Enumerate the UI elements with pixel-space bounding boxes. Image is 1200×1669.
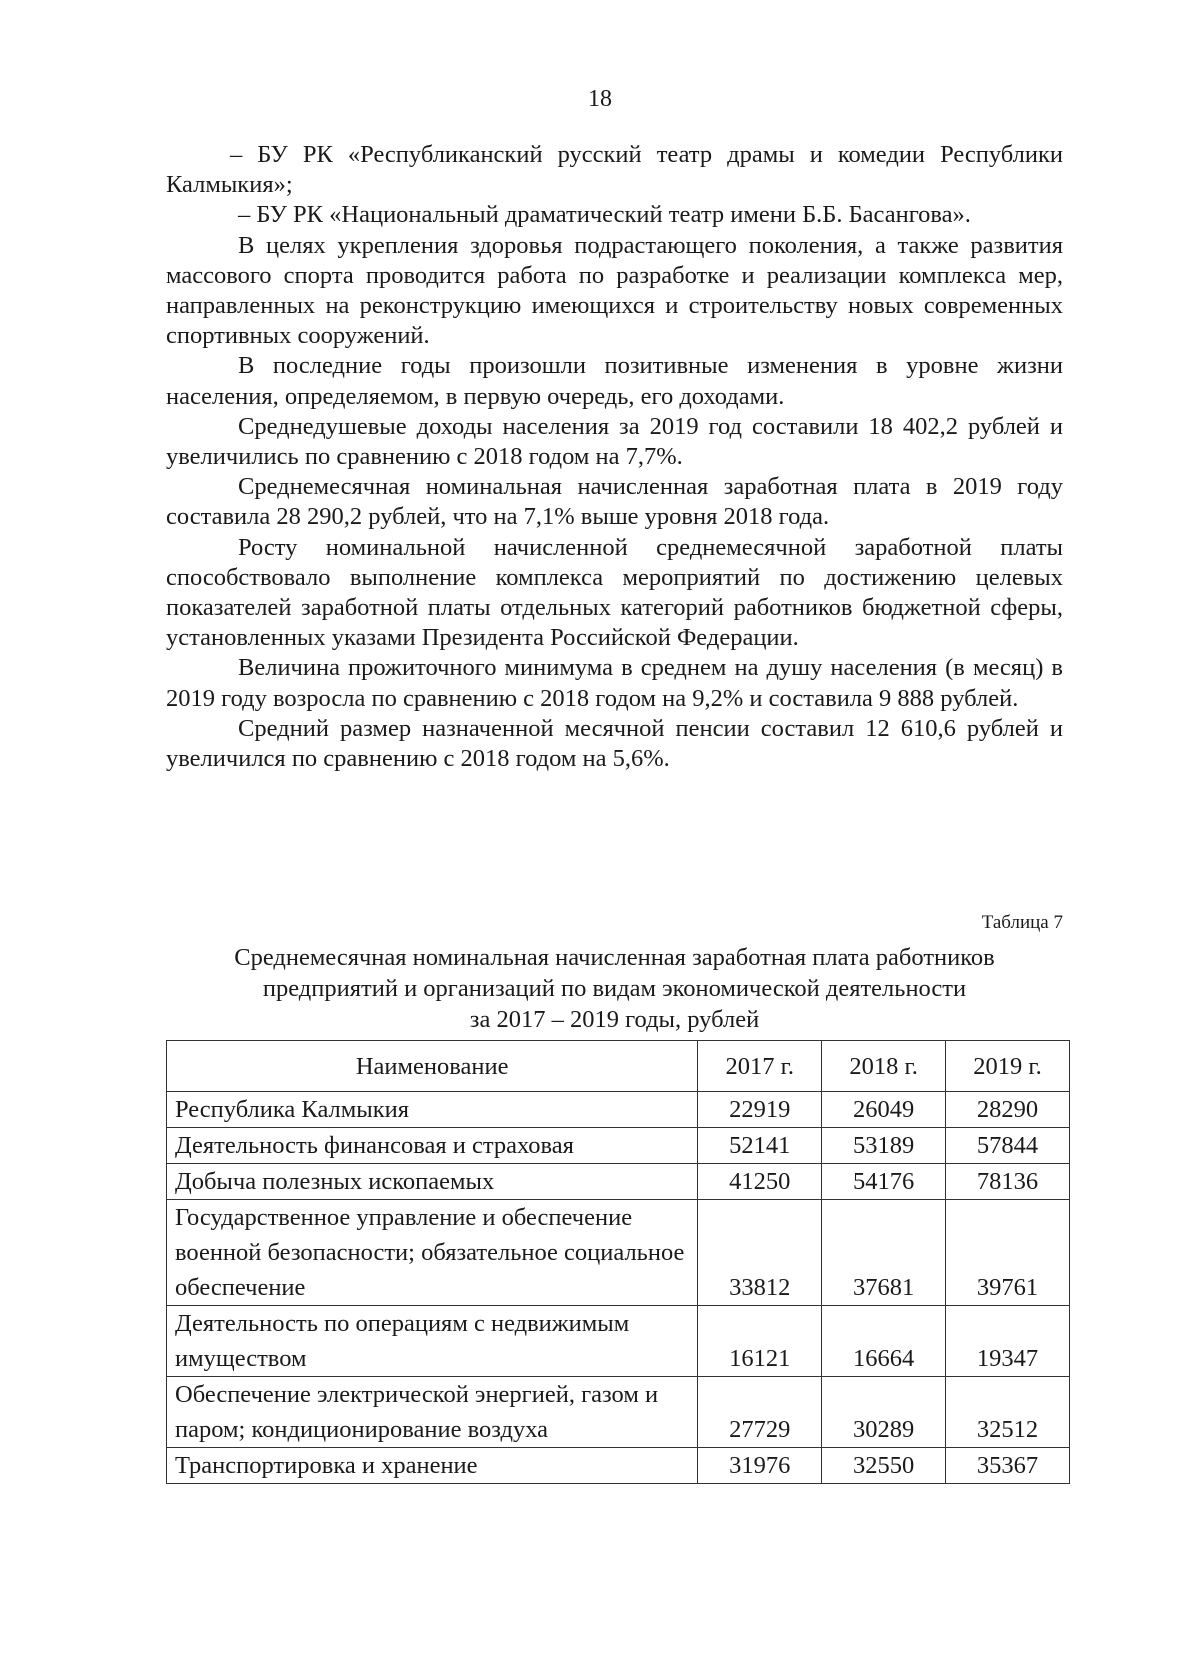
table-row: [167, 1092, 1070, 1128]
row-name: Обеспечение электрической энергией, газом и паром; кондиционирование воздуха: [167, 1377, 698, 1448]
body-text: [166, 140, 1063, 774]
table-row: [167, 1448, 1070, 1484]
paragraph-theatre-national: – БУ РК «Национальный драматический театр имени Б.Б. Басангова».: [238, 201, 971, 229]
table-row: [167, 1306, 1070, 1377]
row-name: Деятельность финансовая и страховая: [167, 1128, 698, 1164]
header-2018: 2018 г.: [822, 1041, 946, 1092]
cell-2017: 52141: [698, 1128, 822, 1164]
cell-2017: 27729: [698, 1377, 822, 1448]
paragraph-living-standards: В последние годы произошли позитивные изменения в уровне жизни населения, определяемом, в первую очередь, его доходами.: [166, 352, 1063, 410]
row-name: Добыча полезных ископаемых: [167, 1164, 698, 1200]
paragraph-salary-growth: Росту номинальной начисленной среднемесячной заработной платы способствовало выполнение комплекса мероприятий по достижению целевых показателей заработной платы отдельных категорий работников бюджетной сферы, установленных указами Президента Российской Федерации.: [166, 533, 1063, 652]
row-name: Транспортировка и хранение: [167, 1448, 698, 1484]
paragraph-income: Среднедушевые доходы населения за 2019 год составили 18 402,2 рублей и увеличились по сравнению с 2018 годом на 7,7%.: [166, 412, 1063, 471]
header-2017: 2017 г.: [698, 1041, 822, 1092]
cell-2018: 54176: [822, 1164, 946, 1200]
cell-2017: 31976: [698, 1448, 822, 1484]
cell-2017: 22919: [698, 1092, 822, 1128]
cell-2019: 57844: [946, 1128, 1070, 1164]
cell-2018: 30289: [822, 1377, 946, 1448]
page-number: 18: [588, 86, 612, 112]
paragraph-subsistence-minimum: Величина прожиточного минимума в среднем на душу населения (в месяц) в 2019 году возросла по сравнению с 2018 годом на 9,2% и составила 9 888 рублей.: [166, 654, 1063, 712]
table-caption-line: предприятий и организаций по видам экономической деятельности: [262, 975, 967, 1002]
paragraph-theatre-drama: – БУ РК «Республиканский русский театр драмы и комедии Республики Калмыкия»;: [166, 141, 1063, 199]
table-caption-line: за 2017 – 2019 годы, рублей: [469, 1006, 760, 1033]
cell-2018: 26049: [822, 1092, 946, 1128]
table-row: [167, 1128, 1070, 1164]
cell-2018: 16664: [822, 1306, 946, 1377]
cell-2018: 37681: [822, 1200, 946, 1306]
row-name: Государственное управление и обеспечение военной безопасности; обязательное социальное обеспечение: [167, 1200, 698, 1306]
cell-2017: 16121: [698, 1306, 822, 1377]
cell-2019: 78136: [946, 1164, 1070, 1200]
cell-2018: 53189: [822, 1128, 946, 1164]
paragraph-salary: Среднемесячная номинальная начисленная заработная плата в 2019 году составила 28 290,2 рублей, что на 7,1% выше уровня 2018 года.: [166, 473, 1063, 531]
cell-2019: 19347: [946, 1306, 1070, 1377]
wage-table: [166, 1040, 1070, 1484]
table-row: [167, 1164, 1070, 1200]
cell-2019: 35367: [946, 1448, 1070, 1484]
table-label: Таблица 7: [981, 912, 1063, 933]
header-name: Наименование: [167, 1041, 698, 1092]
cell-2019: 39761: [946, 1200, 1070, 1306]
paragraph-sport: В целях укрепления здоровья подрастающего поколения, а также развития массового спорта проводится работа по разработке и реализации комплекса мер, направленных на реконструкцию имеющихся и строительству новых современных спортивных сооружений.: [166, 231, 1063, 350]
row-name: Республика Калмыкия: [167, 1092, 698, 1128]
header-2019: 2019 г.: [946, 1041, 1070, 1092]
cell-2017: 41250: [698, 1164, 822, 1200]
cell-2019: 32512: [946, 1377, 1070, 1448]
cell-2018: 32550: [822, 1448, 946, 1484]
row-name: Деятельность по операциям с недвижимым имуществом: [167, 1306, 698, 1377]
table-header-row: [167, 1041, 1070, 1092]
cell-2019: 28290: [946, 1092, 1070, 1128]
table-caption: [166, 942, 1063, 1035]
cell-2017: 33812: [698, 1200, 822, 1306]
table-caption-line: Среднемесячная номинальная начисленная заработная плата работников: [234, 944, 995, 971]
table-row: [167, 1200, 1070, 1306]
table-row: [167, 1377, 1070, 1448]
paragraph-pension: Средний размер назначенной месячной пенсии составил 12 610,6 рублей и увеличился по сравнению с 2018 годом на 5,6%.: [166, 714, 1063, 773]
